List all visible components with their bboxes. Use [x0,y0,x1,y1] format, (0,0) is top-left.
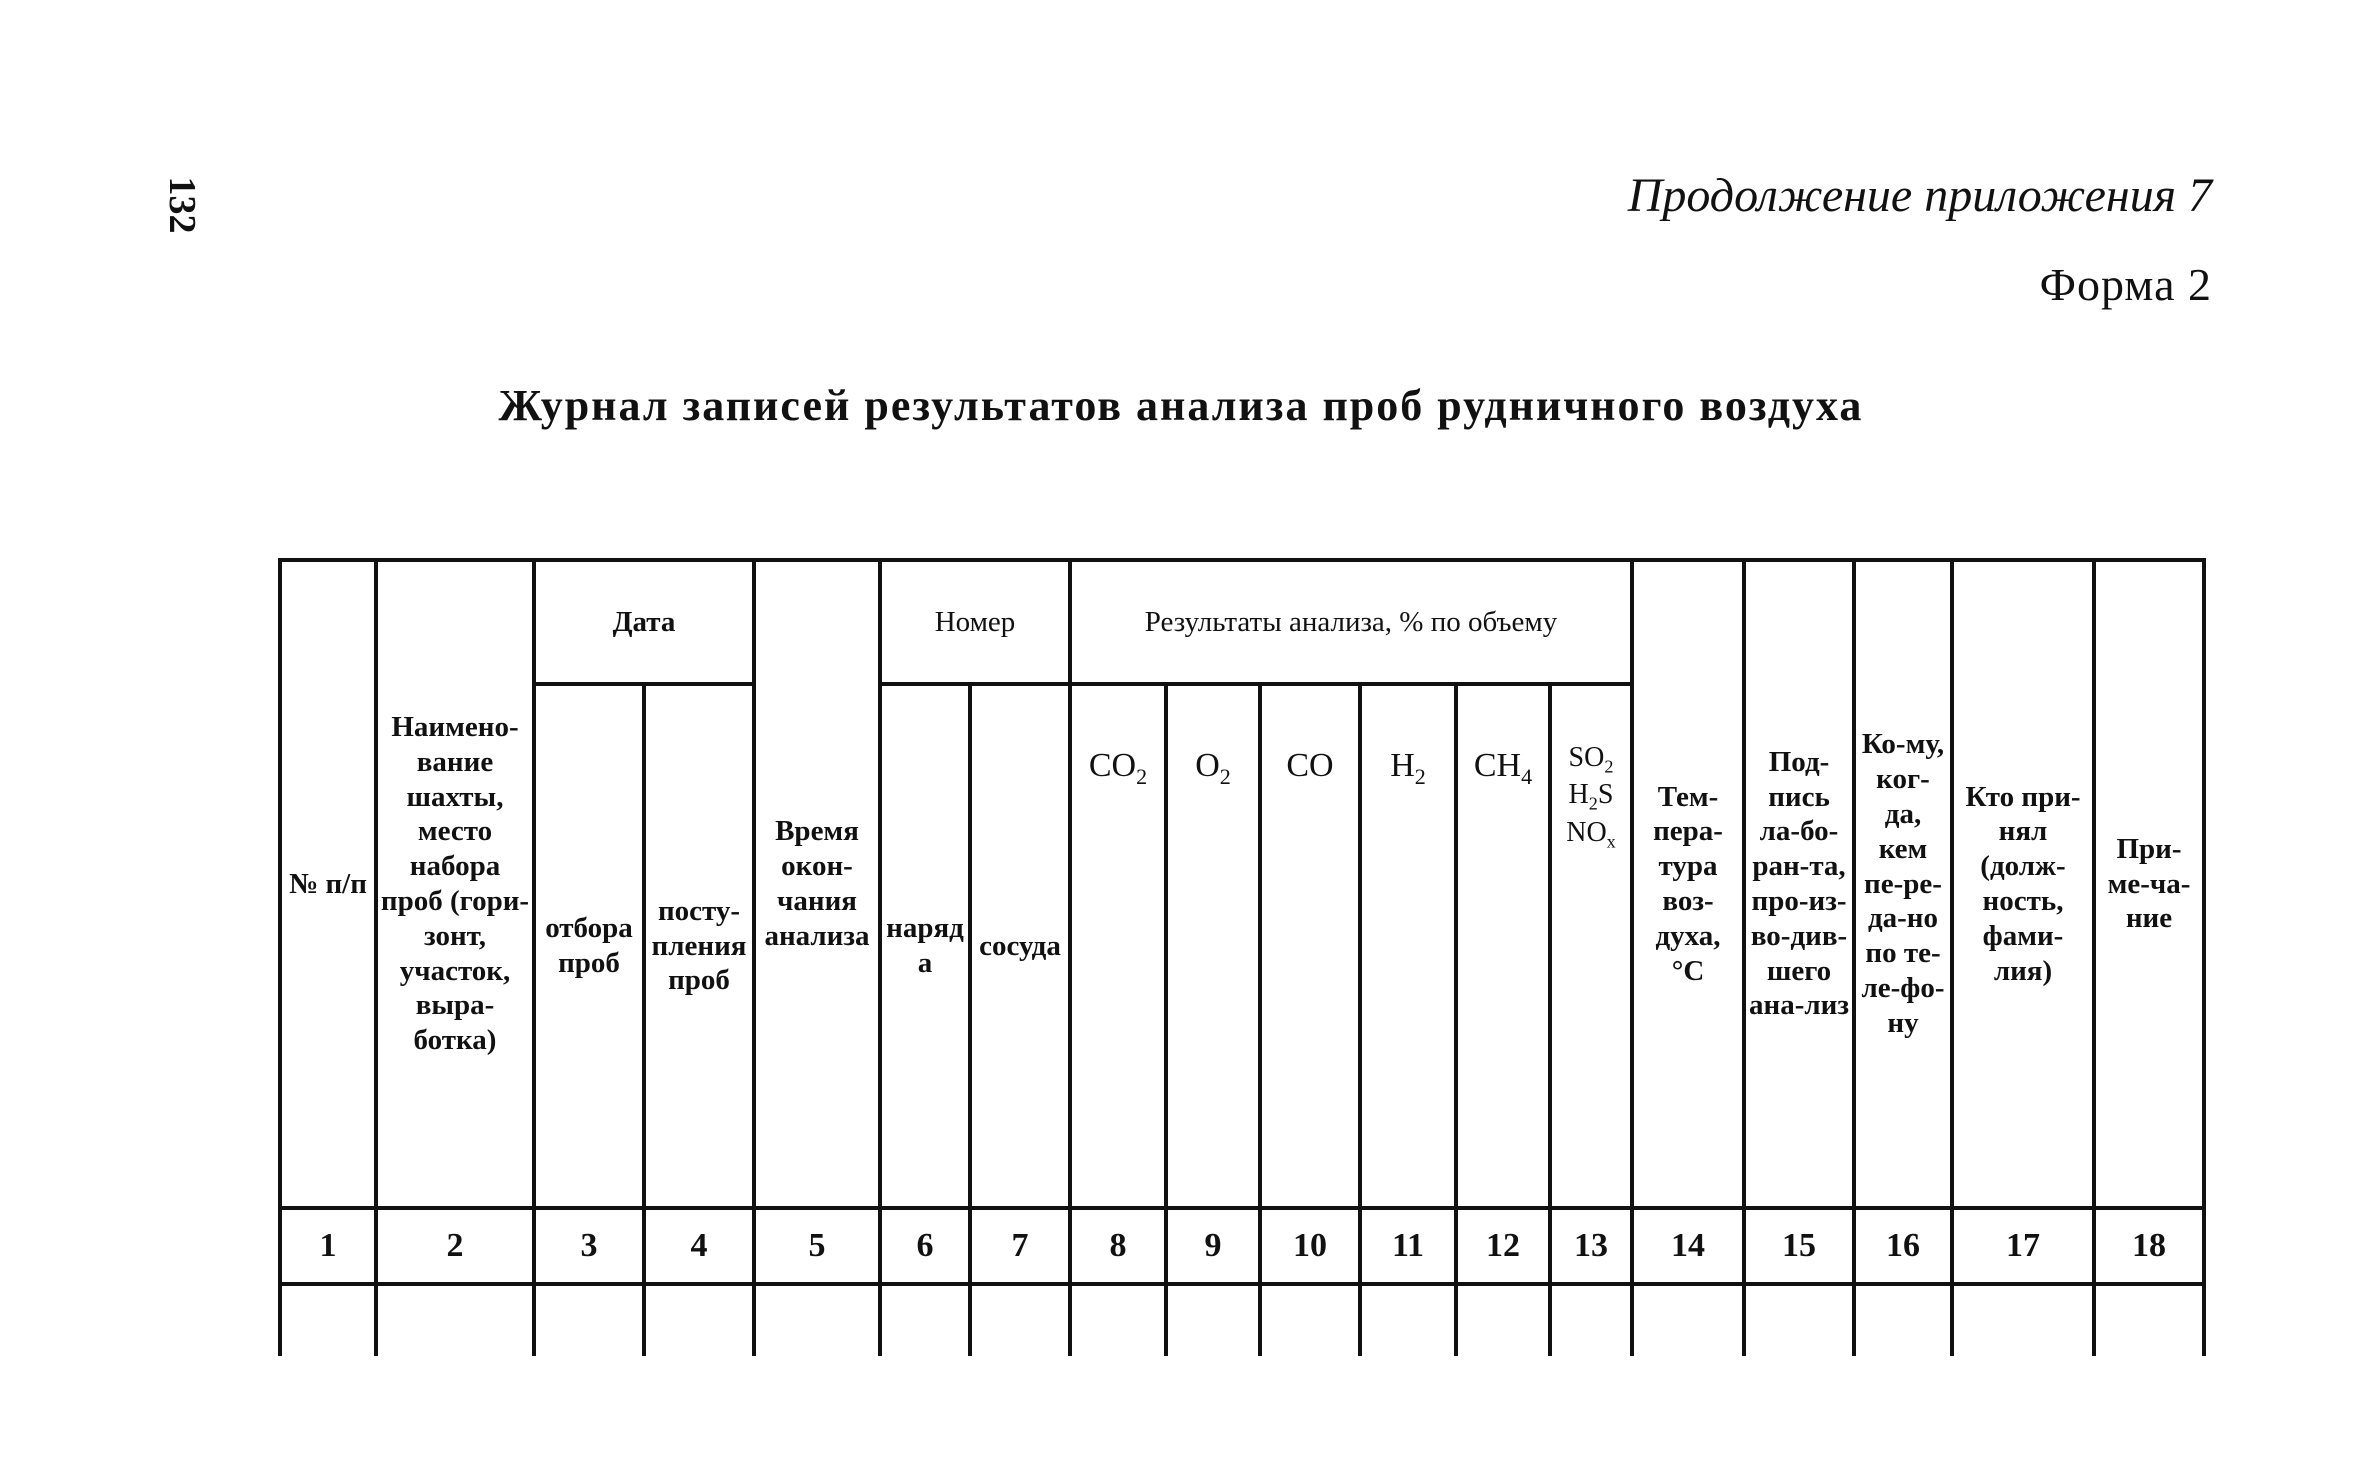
column-number: 1 [280,1208,376,1284]
column-number: 7 [970,1208,1070,1284]
column-number: 5 [754,1208,880,1284]
journal-table [278,558,2206,1356]
empty-cell [2094,1284,2204,1356]
empty-cell [1260,1284,1360,1356]
column-number: 12 [1456,1208,1550,1284]
header-received-by: Кто при-нял (долж-ность, фами-лия) [1952,560,2094,1208]
document-title: Журнал записей результатов анализа проб рудничного воздуха [498,381,1864,430]
header-lab-signature: Под-пись ла-бо-ран-та, про-из-во-див-шего ана-лиз [1744,560,1854,1208]
empty-entry-row [280,1284,2204,1356]
header-receipt-date: посту-пления проб [644,684,754,1208]
header-analysis-end-time: Время окон-чания анализа [754,560,880,1208]
empty-cell [1952,1284,2094,1356]
header-number-group: Номер [880,560,1070,684]
empty-cell [534,1284,644,1356]
header-mine-location: Наимено-вание шахты, место набора проб (гори-зонт, участок, выра-ботка) [376,560,534,1208]
empty-cell [970,1284,1070,1356]
header-date-group: Дата [534,560,754,684]
header-note: При-ме-ча-ние [2094,560,2204,1208]
header-h2: $H_2$ [1360,684,1456,1208]
empty-cell [1456,1284,1550,1356]
empty-cell [1550,1284,1632,1356]
header-co: CO [1260,684,1360,1208]
header-sampling-date: отбора проб [534,684,644,1208]
column-number: 18 [2094,1208,2204,1284]
header-co2: $CO_2$ [1070,684,1166,1208]
empty-cell [1854,1284,1952,1356]
page-number: 132 [161,176,203,234]
empty-cell [1360,1284,1456,1356]
appendix-continuation-label: Продолжение приложения 7 [1627,169,2212,222]
column-number: 3 [534,1208,644,1284]
column-number: 13 [1550,1208,1632,1284]
header-order-number: наряда [880,684,970,1208]
empty-cell [754,1284,880,1356]
column-number: 17 [1952,1208,2094,1284]
column-number: 10 [1260,1208,1360,1284]
column-number: 6 [880,1208,970,1284]
empty-cell [1632,1284,1744,1356]
empty-cell [376,1284,534,1356]
empty-cell [1166,1284,1260,1356]
column-number: 4 [644,1208,754,1284]
header-phone-transfer: Ко-му, ког-да, кем пе-ре-да-но по те-ле-фо-ну [1854,560,1952,1208]
column-number: 2 [376,1208,534,1284]
empty-cell [280,1284,376,1356]
column-number: 9 [1166,1208,1260,1284]
header-air-temperature: Тем-пера-тура воз-духа, °С [1632,560,1744,1208]
header-ch4: $CH_4$ [1456,684,1550,1208]
column-number: 8 [1070,1208,1166,1284]
header-analysis-results-group: Результаты анализа, % по объему [1070,560,1632,684]
header-row-number: № п/п [280,560,376,1208]
empty-cell [1070,1284,1166,1356]
header-so2-h2s-nox: $SO_2$ $H_2S$ $NO_x$ [1550,684,1632,1208]
column-number: 14 [1632,1208,1744,1284]
column-number: 11 [1360,1208,1456,1284]
column-number: 15 [1744,1208,1854,1284]
empty-cell [644,1284,754,1356]
header-vessel-number: сосуда [970,684,1070,1208]
form-label: Форма 2 [2039,259,2212,310]
empty-cell [1744,1284,1854,1356]
header-o2: $O_2$ [1166,684,1260,1208]
empty-cell [880,1284,970,1356]
column-number: 16 [1854,1208,1952,1284]
